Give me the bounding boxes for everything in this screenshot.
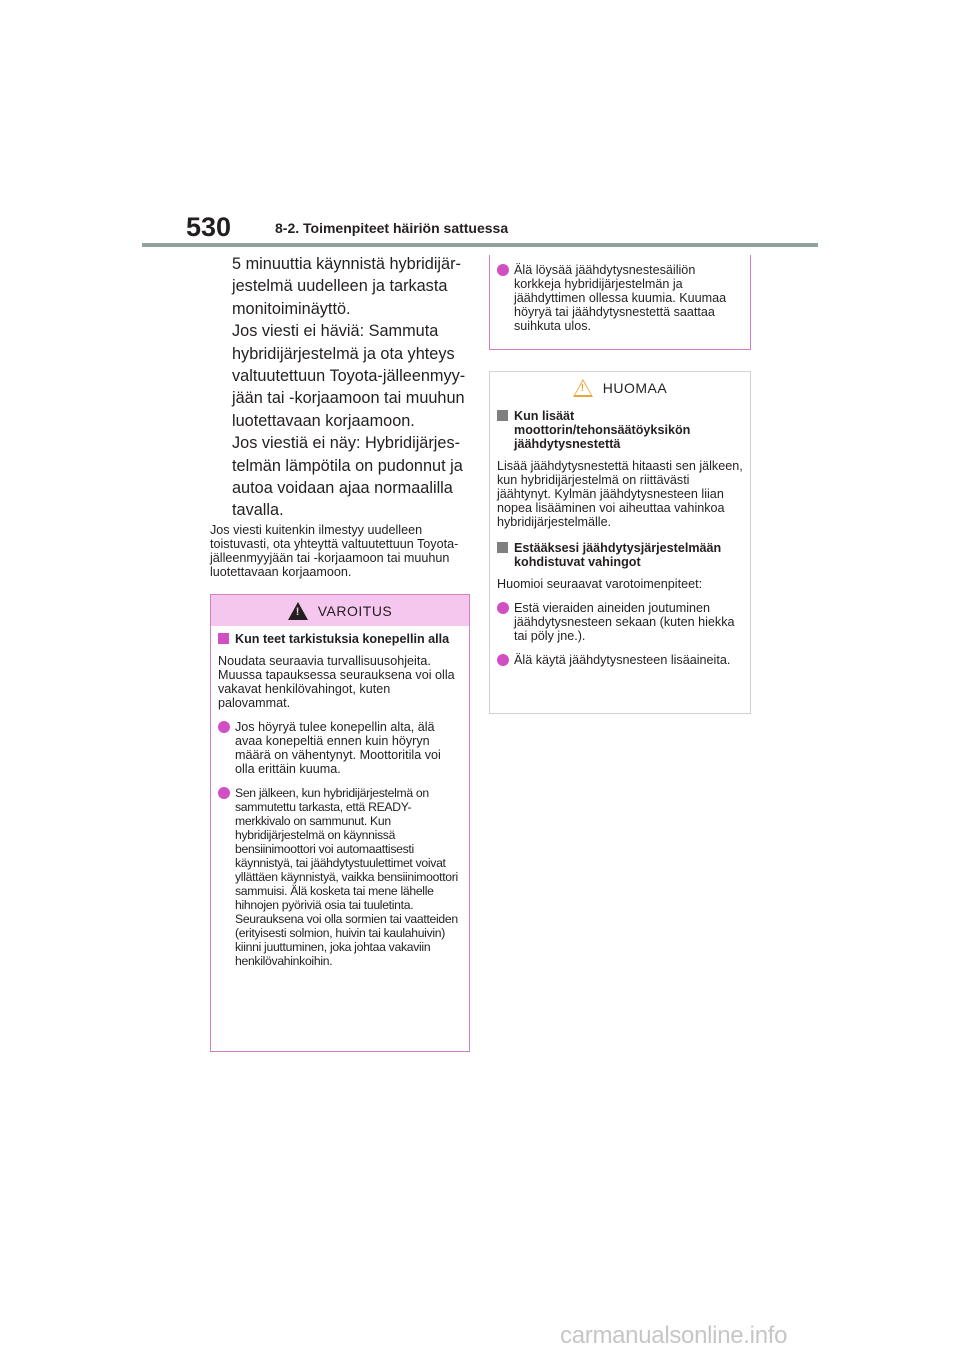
round-bullet-icon: [218, 721, 230, 733]
notice-bullet-text: Älä käytä jäähdytysnesteen lisäaineita.: [514, 653, 731, 667]
step-line: jään tai -korjaamoon tai muuhun: [232, 389, 465, 408]
notice-section-title: [497, 541, 744, 569]
step-line: tavalla.: [232, 501, 284, 520]
warning-section-title: [218, 632, 463, 646]
round-bullet-icon: [497, 264, 509, 276]
warning-label: VAROITUS: [317, 602, 393, 619]
notice-section-title-text: Estääksesi jäähdytysjärjestelmään kohdistuvat vahingot: [514, 541, 722, 569]
warning-bullet: [218, 786, 463, 968]
notice-label: HUOMAA: [602, 379, 668, 396]
step-line: valtuutettuun Toyota-jälleenmyy-: [232, 367, 466, 386]
step-line: autoa voidaan ajaa normaalilla: [232, 479, 453, 498]
warning-bullet-text: Älä löysää jäähdytysnestesäiliön korkkeja hybridijärjestelmän ja jäähdyttimen ollessa kuumia. Kuumaa höyryä tai jäähdytysnestettä saattaa suihkuta ulos.: [514, 263, 727, 333]
notice-bullet-text: Estä vieraiden aineiden joutuminen jäähdytysnesteen sekaan (kuten hiekka tai pöly jne.).: [514, 601, 735, 643]
step-line: Jos viesti ei häviä: Sammuta: [232, 322, 439, 341]
notice-text: Lisää jäähdytysnestettä hitaasti sen jälkeen, kun hybridijärjestelmä on riittävästi jäähtynyt. Kylmän jäähdytysnesteen liian nopea lisääminen voi aiheuttaa vahinkoa hybridijärjestelmälle.: [497, 459, 743, 529]
step-line: Jos viestiä ei näy: Hybridijärjes-: [232, 434, 461, 453]
notice-triangle-icon: [573, 379, 593, 397]
notice-bullet: [497, 653, 744, 667]
square-bullet-icon: [218, 633, 229, 644]
warning-continued-box: [489, 255, 751, 350]
notice-bullet: [497, 601, 744, 643]
warning-header: [211, 595, 469, 626]
step-line: 5 minuuttia käynnistä hybridijär-: [232, 255, 461, 273]
notice-box: [489, 371, 751, 714]
notice-content: [490, 409, 750, 667]
step-line: jestelmä uudelleen ja tarkasta: [232, 277, 448, 296]
step-line: telmän lämpötila on pudonnut ja: [232, 456, 463, 475]
warning-triangle-icon: [288, 602, 308, 620]
warning-intro: Noudata seuraavia turvallisuusohjeita. Muussa tapauksessa seurauksena voi olla vakavat henkilövahingot, kuten palovammat.: [218, 654, 455, 710]
notice-header: [490, 372, 750, 403]
round-bullet-icon: [497, 654, 509, 666]
step-line: monitoiminäyttö.: [232, 299, 351, 318]
square-bullet-icon: [497, 542, 508, 553]
watermark: carmanualsonline.info: [560, 1322, 788, 1349]
page-number: 530: [186, 212, 232, 242]
step-line: luotettavaan korjaamoon.: [232, 411, 415, 430]
round-bullet-icon: [218, 787, 230, 799]
notice-section-title: [497, 409, 744, 451]
warning-bullet: [218, 720, 463, 776]
square-bullet-icon: [497, 410, 508, 421]
warning-bullet-text: Sen jälkeen, kun hybridijärjestelmä on sammutettu tarkasta, että READY-merkkivalo on sammunut. Kun hybridijärjestelmä on käynnissä bensiinimoottori voi automaattisesti käynnistyä, tai jäähdytystuulettimet voivat yllättäen käynnistyä, vaikka bensiinimoottori sammuisi. Älä kosketa tai mene lähelle hihnojen pyöriviä osia tai tuuletinta. Seurauksena voi olla sormien tai vaatteiden (erityisesti solmion, huivin tai kaulahuivin) kiinni juuttuminen, joka johtaa vakaviin henkilövahinkoihin.: [235, 786, 458, 968]
body-paragraph: Jos viesti kuitenkin ilmestyy uudelleen toistuvasti, ota yhteyttä valtuutettuun Toyota-jälleenmyyjään tai -korjaamoon tai muuhun luotettavaan korjaamoon.: [210, 523, 459, 579]
warning-content: [211, 632, 469, 968]
step-text: [232, 253, 472, 522]
warning-bullet-text: Jos höyryä tulee konepellin alta, älä avaa konepeltiä ennen kuin höyryn määrä on vähentynyt. Moottoritila voi olla erittäin kuuma.: [235, 720, 441, 776]
notice-text: Huomioi seuraavat varotoimenpiteet:: [497, 577, 703, 591]
step-line: hybridijärjestelmä ja ota yhteys: [232, 344, 455, 363]
warning-continued-content: [490, 255, 750, 333]
section-title: 8-2. Toimenpiteet häiriön sattuessa: [275, 220, 509, 236]
warning-section-title-text: Kun teet tarkistuksia konepellin alla: [235, 632, 450, 646]
warning-box: [210, 594, 470, 1052]
warning-bullet: [497, 263, 744, 333]
round-bullet-icon: [497, 602, 509, 614]
header-rule: [142, 243, 818, 247]
notice-section-title-text: Kun lisäät moottorin/tehonsäätöyksikön jäähdytysnestettä: [514, 409, 691, 451]
